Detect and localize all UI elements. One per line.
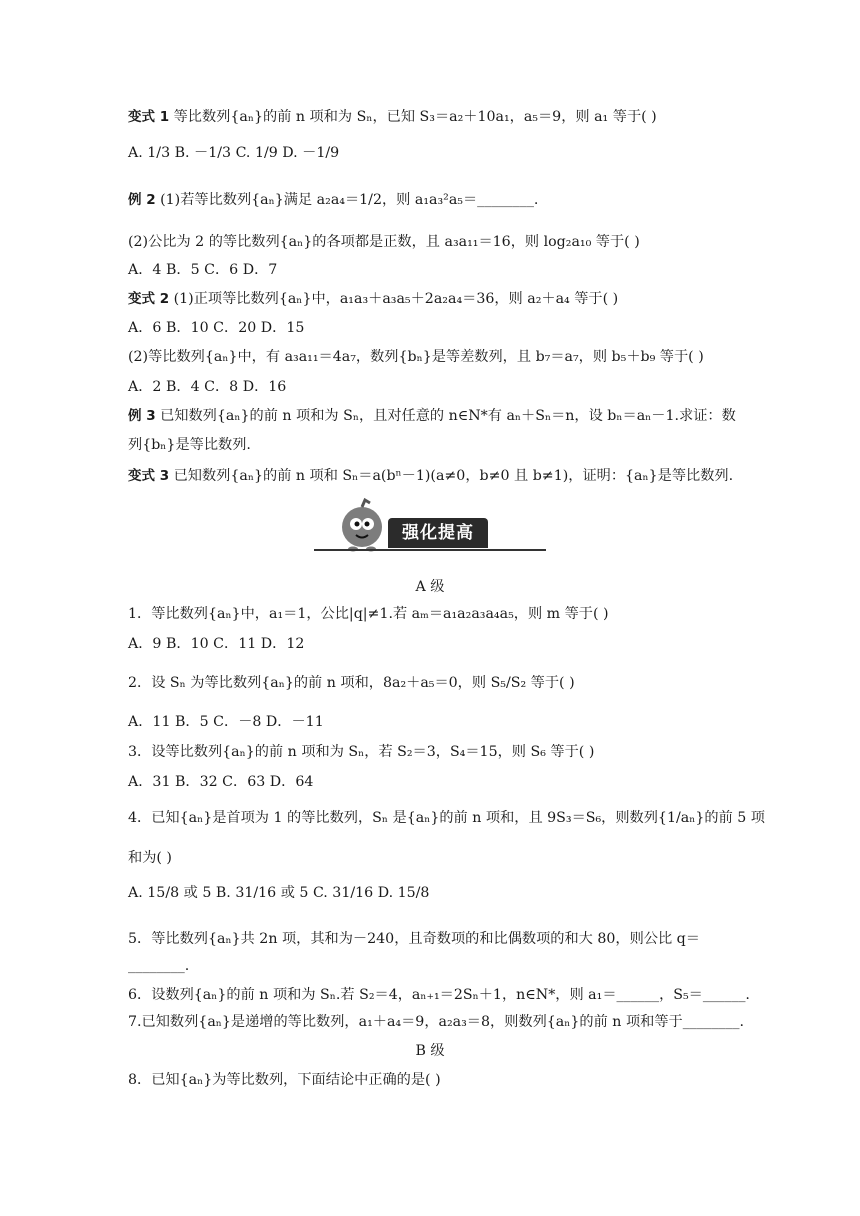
item-text: 列{bₙ}是等比数列. (128, 437, 251, 453)
text-line (128, 712, 740, 732)
item-text: ________. (128, 958, 190, 974)
item-text: 3．设等比数列{aₙ}的前 n 项和为 Sₙ，若 S₂＝3，S₄＝15，则 S₆ 等于( ) (128, 744, 595, 760)
text-line (128, 1070, 740, 1090)
level-a-heading: A 级 (415, 579, 445, 595)
text-line (128, 143, 740, 163)
text-line (128, 260, 740, 280)
item-text: 等比数列{aₙ}的前 n 项和为 Sₙ，已知 S₃＝a₂＋10a₁，a₅＝9，则 a₁ 等于( ) (169, 109, 657, 125)
section-badge: 强化提高 (388, 518, 488, 548)
item-label: 变式 2 (128, 291, 170, 307)
item-text: 2．设 Sₙ 为等比数列{aₙ}的前 n 项和，8a₂＋a₅＝0，则 S₅/S₂ 等于( ) (128, 675, 575, 691)
section-rule (314, 549, 546, 551)
item-text: 和为( ) (128, 850, 172, 866)
item-text: A．9 B．10 C．11 D．12 (128, 636, 305, 652)
text-line (128, 673, 740, 693)
item-text: 1．等比数列{aₙ}中，a₁＝1，公比|q|≠1.若 aₘ＝a₁a₂a₃a₄a₅，则 m 等于( ) (128, 606, 609, 622)
text-line (128, 848, 740, 868)
item-text: A．31 B．32 C．63 D．64 (128, 774, 314, 790)
text-line (128, 107, 740, 127)
text-line (128, 956, 740, 976)
text-line (128, 1012, 744, 1032)
text-line (128, 190, 740, 210)
text-line (128, 377, 740, 397)
text-line (128, 435, 740, 455)
item-text: A. 15/8 或 5 B. 31/16 或 5 C. 31/16 D. 15/8 (128, 885, 430, 901)
item-text: A．4 B．5 C．6 D．7 (128, 262, 278, 278)
text-line (128, 742, 740, 762)
text-line (128, 808, 765, 828)
item-label: 例 3 (128, 408, 156, 424)
text-line (128, 772, 740, 792)
mascot-icon (334, 497, 390, 553)
item-text: 5．等比数列{aₙ}共 2n 项，其和为－240，且奇数项的和比偶数项的和大 80，则公比 q＝ (128, 931, 700, 947)
item-text: (2)公比为 2 的等比数列{aₙ}的各项都是正数，且 a₃a₁₁＝16，则 log₂a₁₀ 等于( ) (128, 234, 640, 250)
text-line (128, 634, 740, 654)
text-line (128, 985, 750, 1005)
item-text: (2)等比数列{aₙ}中，有 a₃a₁₁＝4a₇，数列{bₙ}是等差数列，且 b₇＝a₇，则 b₅＋b₉ 等于( ) (128, 349, 704, 365)
item-text: 已知数列{aₙ}的前 n 项和为 Sₙ，且对任意的 n∈N*有 aₙ＋Sₙ＝n，设 bₙ＝aₙ－1.求证：数 (155, 408, 736, 424)
item-text: 6．设数列{aₙ}的前 n 项和为 Sₙ.若 S₂＝4，aₙ₊₁＝2Sₙ＋1，n∈N*，则 a₁＝______，S₅＝______. (128, 987, 750, 1003)
item-text: A．2 B．4 C．8 D．16 (128, 379, 287, 395)
text-line (128, 883, 740, 903)
level-b-heading: B 级 (415, 1043, 445, 1059)
item-text: A．11 B．5 C．－8 D．－11 (128, 714, 324, 730)
item-text: 7.已知数列{aₙ}是递增的等比数列，a₁＋a₄＝9，a₂a₃＝8，则数列{aₙ}的前 n 项和等于________. (128, 1014, 744, 1030)
item-text: (1)若等比数列{aₙ}满足 a₂a₄＝1/2，则 a₁a₃²a₅＝________. (155, 192, 539, 208)
text-line (128, 289, 740, 309)
item-label: 变式 3 (128, 468, 170, 484)
text-line (128, 406, 740, 426)
item-text: A．6 B．10 C．20 D．15 (128, 320, 305, 336)
item-text: A. 1/3 B. －1/3 C. 1/9 D. －1/9 (128, 145, 340, 161)
text-line (128, 929, 740, 949)
item-text: 4．已知{aₙ}是首项为 1 的等比数列，Sₙ 是{aₙ}的前 n 项和，且 9S₃＝S₆，则数列{1/aₙ}的前 5 项 (128, 810, 765, 826)
text-line (128, 232, 740, 252)
item-label: 例 2 (128, 192, 156, 208)
text-line (128, 466, 740, 486)
item-text: (1)正项等比数列{aₙ}中，a₁a₃＋a₃a₅＋2a₂a₄＝36，则 a₂＋a₄ 等于( ) (169, 291, 619, 307)
item-label: 变式 1 (128, 109, 170, 125)
text-line (128, 347, 740, 367)
item-text: 8．已知{aₙ}为等比数列，下面结论中正确的是( ) (128, 1072, 441, 1088)
text-line (128, 604, 740, 624)
item-text: 已知数列{aₙ}的前 n 项和 Sₙ＝a(bⁿ－1)(a≠0，b≠0 且 b≠1)，证明：{aₙ}是等比数列. (169, 468, 734, 484)
text-line (128, 318, 740, 338)
